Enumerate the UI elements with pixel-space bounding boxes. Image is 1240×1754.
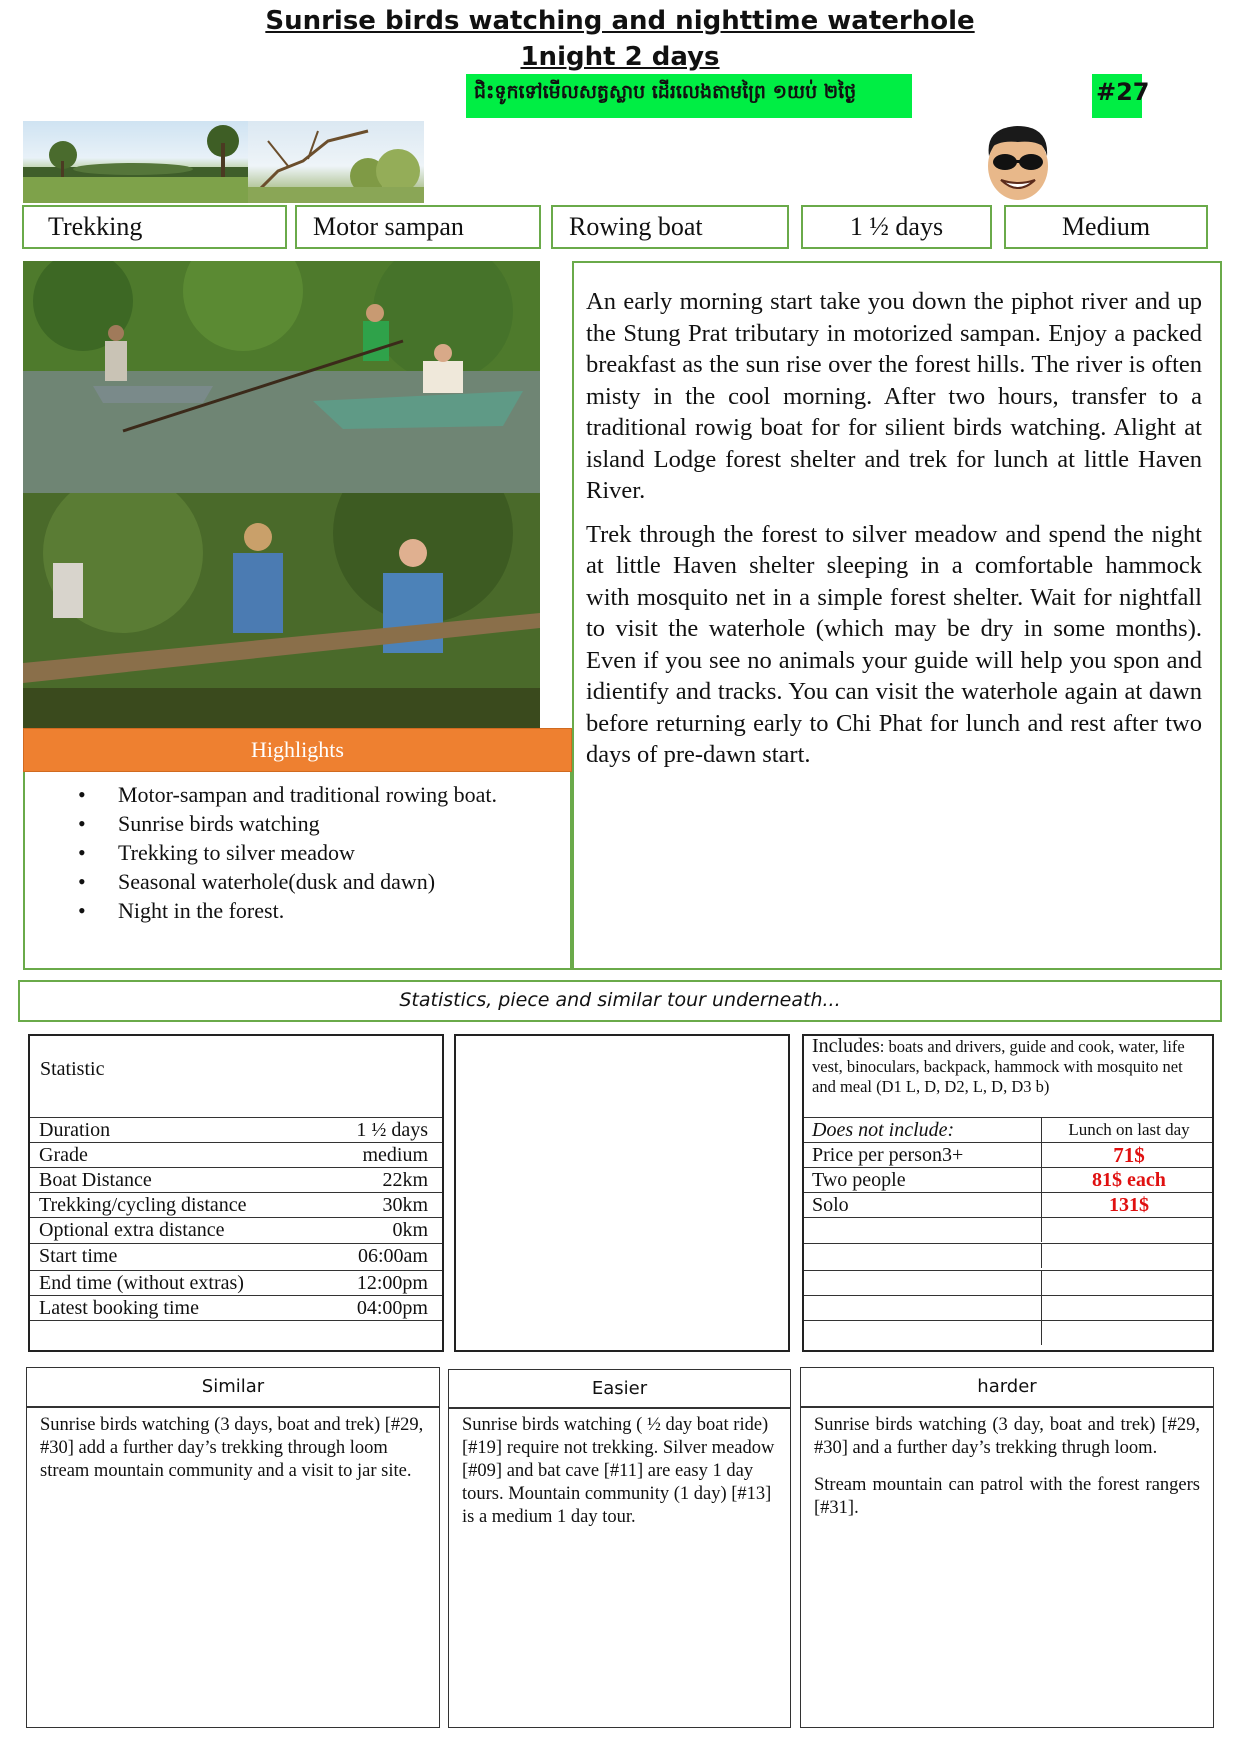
description-paragraph: Trek through the forest to silver meadow and spend the night at little Haven shelter sleeping in a comfortable hammock with mosquito net in a simple forest shelter. Wait for nightfall to visit the waterhole (which may be dry in some months). Even if you see no animals your guide will help you spon and idientify and tracks. You can visit the waterhole again at dawn before returning early to Chi Phat for lunch and rest after two days of pre-dawn start. — [586, 520, 1202, 768]
statistic-label: Latest booking time — [39, 1297, 199, 1319]
statistic-row — [30, 1217, 442, 1242]
column-divider — [1041, 1321, 1042, 1345]
cartoon-guide-avatar — [973, 120, 1063, 204]
statistic-value: medium — [362, 1144, 428, 1166]
price-value: Lunch on last day — [1068, 1120, 1190, 1139]
highlight-item: • Sunrise birds watching — [50, 809, 556, 838]
tag-duration: 1 ½ days — [801, 205, 992, 249]
statistic-row-empty — [30, 1320, 442, 1345]
highlight-item: • Motor-sampan and traditional rowing boat. — [50, 780, 556, 809]
statistic-row — [30, 1243, 442, 1268]
statistic-label: Optional extra distance — [39, 1219, 225, 1241]
column-divider — [1041, 1143, 1042, 1167]
column-divider — [1041, 1168, 1042, 1192]
price-value: 81$ each — [1092, 1169, 1166, 1191]
harder-text: Stream mountain can patrol with the forest rangers [#31]. — [814, 1475, 1200, 1518]
easier-heading: Easier — [448, 1369, 791, 1409]
statistic-value: 0km — [392, 1219, 428, 1241]
highlights-list — [50, 780, 556, 925]
statistic-value: 22km — [382, 1169, 428, 1191]
harder-text: Sunrise birds watching (3 day, boat and trek) [#29, #30] and a further day’s trekking thrugh loom. — [814, 1415, 1200, 1458]
tag-rowing-boat: Rowing boat — [551, 205, 789, 249]
tree-branches-photo — [248, 121, 424, 203]
price-row — [804, 1167, 1212, 1192]
includes-label: Includes — [812, 1035, 880, 1057]
includes-text — [812, 1036, 1208, 1097]
statistic-value: 04:00pm — [356, 1297, 428, 1319]
column-divider — [1041, 1193, 1042, 1217]
easier-text: Sunrise birds watching ( ½ day boat ride) [#19] require not trekking. Silver meadow [#09] and bat cave [#11] are easy 1 day tours. Mountain community (1 day) [#13] is a medium 1 day tour. — [462, 1415, 775, 1527]
statistic-value: 1 ½ days — [356, 1119, 428, 1141]
price-label: Price per person3+ — [812, 1144, 964, 1166]
price-row — [804, 1117, 1212, 1142]
highlight-item: • Trekking to silver meadow — [50, 838, 556, 867]
statistic-label: Boat Distance — [39, 1169, 152, 1191]
price-row — [804, 1217, 1212, 1242]
similar-body — [26, 1407, 440, 1728]
statistic-row — [30, 1295, 442, 1320]
price-label: Two people — [812, 1169, 906, 1191]
includes-list: : boats and drivers, guide and cook, water, life vest, binoculars, backpack, hammock with mosquito net and meal (D1 L, D, D2, L, D, D3 b) — [812, 1037, 1185, 1096]
column-divider — [1041, 1296, 1042, 1320]
statistic-title: Statistic — [40, 1058, 105, 1080]
statistic-label: Trekking/cycling distance — [39, 1194, 247, 1216]
savanna-photo — [23, 121, 248, 203]
tour-description — [586, 286, 1202, 783]
statistic-row — [30, 1167, 442, 1192]
highlights-title: Highlights — [23, 728, 572, 772]
statistic-value: 12:00pm — [356, 1272, 428, 1294]
forest-trek-photo — [23, 493, 540, 728]
column-divider — [1041, 1218, 1042, 1242]
column-divider — [1041, 1118, 1042, 1142]
statistic-row — [30, 1192, 442, 1217]
description-paragraph: An early morning start take you down the piphot river and up the Stung Prat tributary in motorized sampan. Enjoy a packed breakfast as the sun rise over the forest hills. The river is often misty in the cool morning. After two hours, transfer to a traditional rowig boat for for silient birds watching. Alight at island Lodge forest shelter and trek for lunch at little Haven River. — [586, 288, 1202, 504]
price-row — [804, 1243, 1212, 1268]
tag-trekking: Trekking — [22, 205, 287, 249]
similar-heading: Similar — [26, 1367, 440, 1407]
price-label: Does not include: — [812, 1119, 955, 1141]
khmer-subtitle: ជិះទូកទៅមើលសត្វស្លាប ដើរលេងតាមព្រៃ ១យប់ ២ថ្ងៃ — [466, 74, 912, 118]
highlight-item: • Night in the forest. — [50, 896, 556, 925]
statistic-row — [30, 1142, 442, 1167]
statistic-label: Start time — [39, 1245, 118, 1267]
price-row — [804, 1295, 1212, 1320]
statistic-label: Grade — [39, 1144, 88, 1166]
column-divider — [1041, 1271, 1042, 1295]
price-value: 131$ — [1109, 1194, 1149, 1216]
price-row — [804, 1192, 1212, 1217]
price-row — [804, 1270, 1212, 1295]
price-row — [804, 1142, 1212, 1167]
page-subtitle: 1night 2 days — [520, 42, 720, 72]
river-boat-photo — [23, 261, 540, 493]
statistic-row — [30, 1117, 442, 1142]
section-band: Statistics, piece and similar tour underneath... — [18, 980, 1222, 1022]
similar-text: Sunrise birds watching (3 days, boat and trek) [#29, #30] add a further day’s trekking through loom stream mountain community and a visit to jar site. — [40, 1415, 424, 1481]
statistic-value: 30km — [382, 1194, 428, 1216]
price-label: Solo — [812, 1194, 849, 1216]
price-row — [804, 1320, 1212, 1345]
harder-body — [800, 1407, 1214, 1728]
statistic-value: 06:00am — [358, 1245, 428, 1267]
statistic-label: Duration — [39, 1119, 111, 1141]
page-title: Sunrise birds watching and nighttime waterhole — [265, 6, 975, 36]
tag-grade: Medium — [1004, 205, 1208, 249]
tag-motor-sampan: Motor sampan — [295, 205, 541, 249]
statistic-row — [30, 1270, 442, 1295]
tour-number: #27 — [1092, 74, 1142, 118]
blank-panel — [454, 1034, 790, 1352]
highlight-item: • Seasonal waterhole(dusk and dawn) — [50, 867, 556, 896]
column-divider — [1041, 1244, 1042, 1268]
price-value: 71$ — [1113, 1143, 1145, 1167]
easier-body — [448, 1407, 791, 1728]
statistic-label: End time (without extras) — [39, 1272, 244, 1294]
harder-heading: harder — [800, 1367, 1214, 1407]
